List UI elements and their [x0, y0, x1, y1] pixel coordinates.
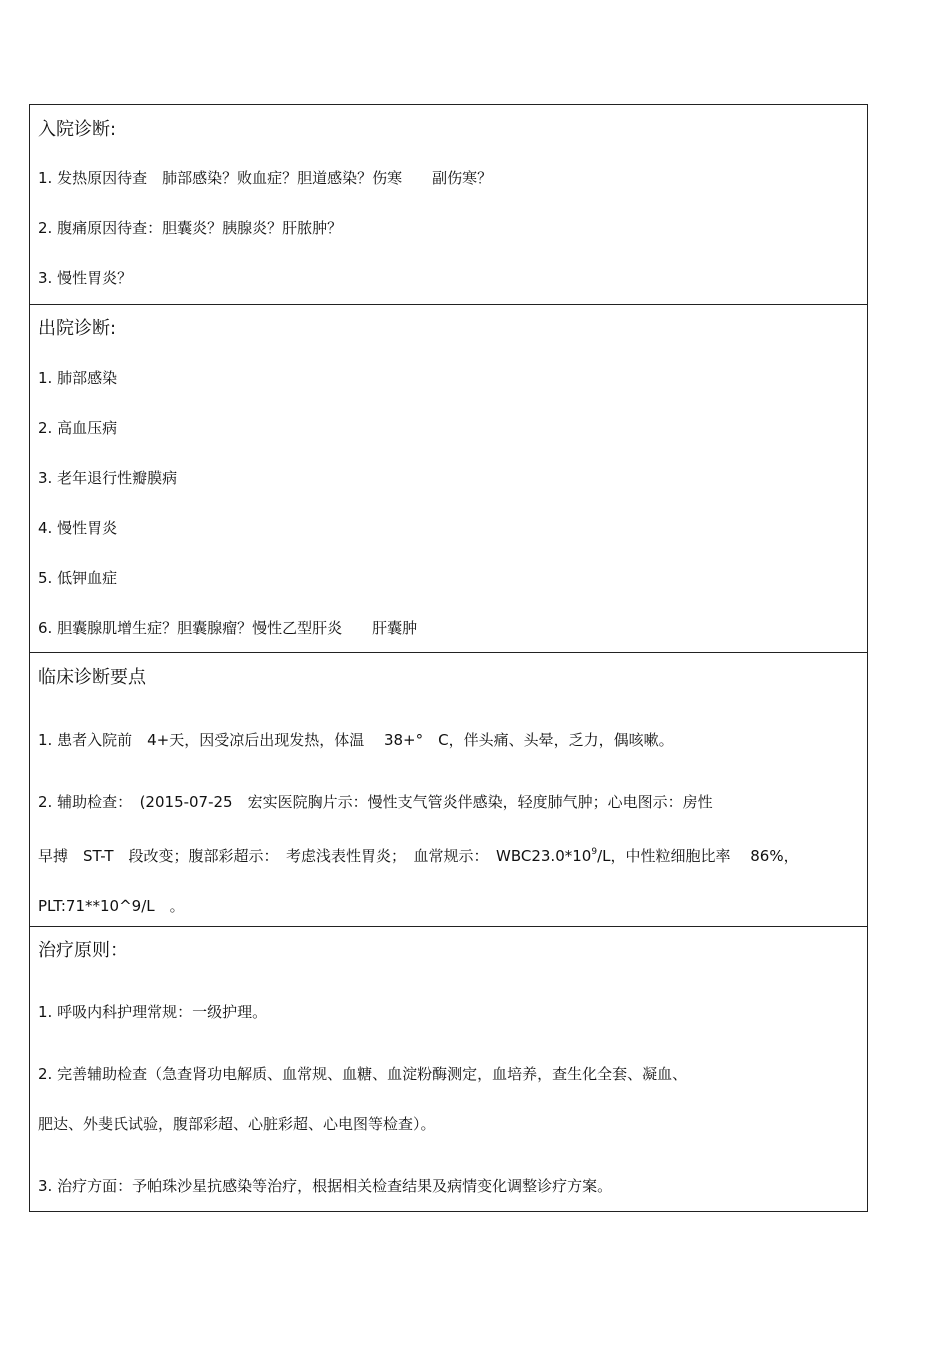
- medical-record-table: [29, 104, 868, 1212]
- clinical-point: 1. 患者入院前 4+天，因受凉后出现发热，体温 38+° C，伴头痛、头晕，乏力，偶咳嗽。: [38, 731, 674, 749]
- clinical-point-continued: [38, 842, 859, 866]
- admission-item: 3. 慢性胃炎？: [38, 269, 133, 287]
- treatment-item: 2. 完善辅助检查（急查肾功电解质、血常规、血糖、血淀粉酶测定，血培养，查生化全套、凝血、: [38, 1065, 688, 1083]
- treatment-principle-section: [30, 927, 867, 1211]
- discharge-item: 1. 肺部感染: [38, 369, 118, 387]
- admission-diagnosis-section: [30, 105, 867, 305]
- clinical-lab-text: 早搏 ST-T 段改变；腹部彩超示： 考虑浅表性胃炎； 血常规示： WBC23.0*10: [38, 847, 592, 865]
- admission-item: 2. 腹痛原因待查：胆囊炎？胰腺炎？肝脓肿？: [38, 219, 343, 237]
- clinical-lab-text-rest: /L，中性粒细胞比率 86%，: [597, 847, 799, 865]
- discharge-diagnosis-section: [30, 305, 867, 653]
- discharge-item: 5. 低钾血症: [38, 569, 118, 587]
- treatment-principle-title: 治疗原则：: [38, 940, 128, 961]
- discharge-item: 3. 老年退行性瓣膜病: [38, 469, 178, 487]
- clinical-diagnosis-title: 临床诊断要点: [38, 667, 146, 688]
- clinical-point: 2. 辅助检查： (2015-07-25 宏实医院胸片示：慢性支气管炎伴感染，轻度肺气肿；心电图示：房性: [38, 793, 713, 811]
- clinical-point-continued: PLT:71**10^9/L 。: [38, 897, 185, 915]
- treatment-item-continued: 肥达、外斐氏试验，腹部彩超、心脏彩超、心电图等检查）。: [38, 1115, 436, 1133]
- admission-diagnosis-title: 入院诊断:: [38, 119, 117, 140]
- discharge-item: 6. 胆囊腺肌增生症？胆囊腺瘤？慢性乙型肝炎 肝囊肿: [38, 619, 418, 637]
- discharge-item: 4. 慢性胃炎: [38, 519, 118, 537]
- discharge-diagnosis-title: 出院诊断:: [38, 318, 117, 339]
- treatment-item: 1. 呼吸内科护理常规：一级护理。: [38, 1003, 268, 1021]
- exponent: 9: [591, 847, 598, 857]
- admission-item: 1. 发热原因待查 肺部感染？败血症？胆道感染？伤寒 副伤寒？: [38, 169, 493, 187]
- clinical-diagnosis-section: [30, 653, 867, 927]
- discharge-item: 2. 高血压病: [38, 419, 118, 437]
- treatment-item: 3. 治疗方面：予帕珠沙星抗感染等治疗，根据相关检查结果及病情变化调整诊疗方案。: [38, 1177, 613, 1195]
